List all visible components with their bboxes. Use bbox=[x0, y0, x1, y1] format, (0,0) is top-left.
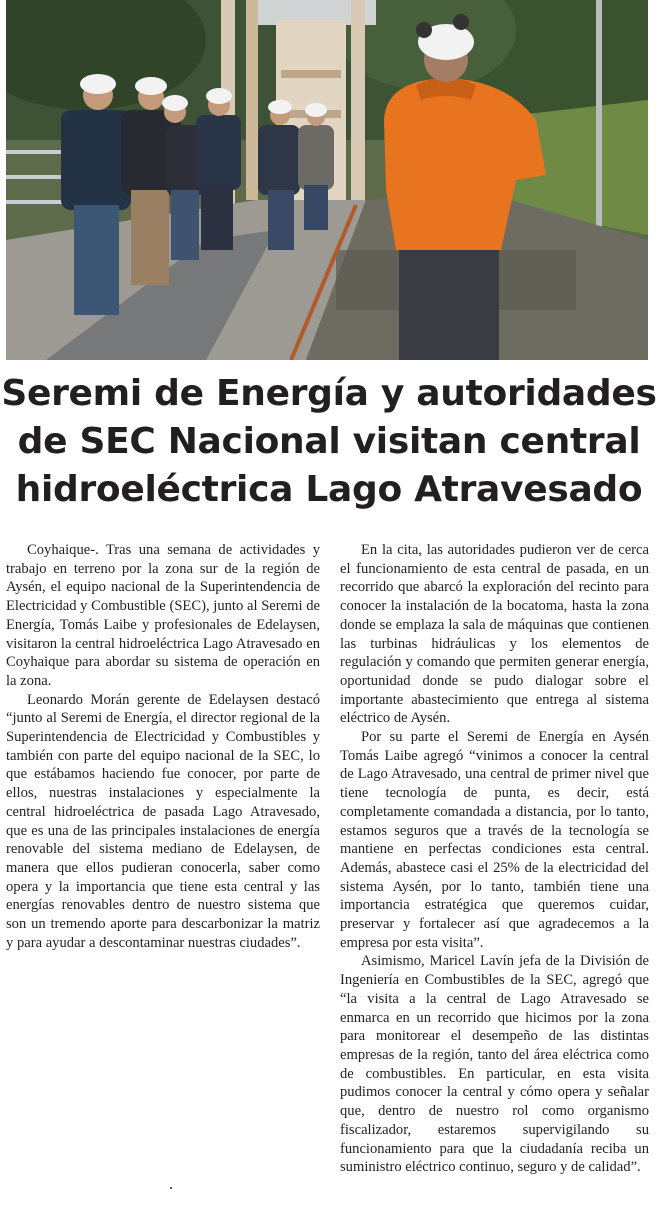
paragraph: Asimismo, Maricel Lavín jefa de la División de Ingeniería en Combustibles de la SEC, agregó que “la visita a la central de Lago Atravesado se enmarca en un recorrido que hicimos por la zona para monitorear el desempeño de las distintas empresas de la región, tanto del área eléctrica como de combustibles. En particular, en esta visita pudimos conocer la central y cómo opera y señalar que, dentro de nuestro rol como organismo fiscalizador, estaremos supervigilando su funcionamiento para que la ciudadanía reciba un suministro eléctrico continuo, seguro y de calidad”. bbox=[340, 953, 649, 1176]
headline-line-3: hidroeléctrica Lago Atravesado bbox=[15, 469, 643, 510]
paragraph: En la cita, las autoridades pudieron ver de cerca el funcionamiento de esta central de pasada, en un recorrido que abarcó la exploración del recinto para conocer la instalación de la bocatoma, hasta la zona donde se emplaza la sala de máquinas que contienen las turbinas hidráulicas y los elementos de regulación y comando que permiten generar energía, oportunidad donde se pudo dialogar sobre el importante abastecimiento que entrega al sistema eléctrico de Aysén. bbox=[340, 542, 649, 727]
headline-line-1: Seremi de Energía y autoridades bbox=[1, 373, 657, 414]
article-column-right bbox=[340, 541, 649, 1177]
headline bbox=[0, 370, 658, 514]
article-column-left bbox=[6, 541, 320, 952]
paragraph: Leonardo Morán gerente de Edelaysen destacó “junto al Seremi de Energía, el director regional de la Superintendencia de Electricidad y Combustibles y también con parte del equipo nacional de la SEC, lo que estábamos haciendo fue conocer, por parte de ellos, nuestras instalaciones y especialmente la central hidroeléctrica de pasada Lago Atravesado, que es una de las principales instalaciones de energía renovable del sistema mediano de Edelaysen, de manera que ellos pudieran conocerla, saber como opera y la importancia que tiene esta central y las energías renovables dentro de nuestro sistema que son un tremendo aporte para descarbonizar la matriz y para ayudar a descontaminar nuestras ciudades”. bbox=[6, 691, 320, 951]
paragraph: Coyhaique-. Tras una semana de actividades y trabajo en terreno por la zona sur de la región de Aysén, el equipo nacional de la Superintendencia de Electricidad y Combustible (SEC), junto al Seremi de Energía, Tomás Laibe y profesionales de Edelaysen, visitaron la central hidroeléctrica Lago Atravesado en Coyhaique para abordar su sistema de operación en la zona. bbox=[6, 542, 320, 689]
article-photo bbox=[6, 0, 648, 360]
paragraph: Por su parte el Seremi de Energía en Aysén Tomás Laibe agregó “vinimos a conocer la central de Lago Atravesado, una central de primer nivel que tiene tecnología de punta, es decir, está completamente comandada a distancia, por lo tanto, estamos seguros que a través de la tecnología se mantiene en perfectas condiciones esta central. Además, abastece casi el 25% de la electricidad del sistema Aysén, por lo tanto, también tiene una importancia estratégica que queremos cuidar, preservar y fortalecer así que agradecemos a la empresa por esta visita”. bbox=[340, 729, 649, 951]
stray-mark bbox=[170, 1187, 172, 1189]
headline-line-2: de SEC Nacional visitan central bbox=[17, 421, 641, 462]
